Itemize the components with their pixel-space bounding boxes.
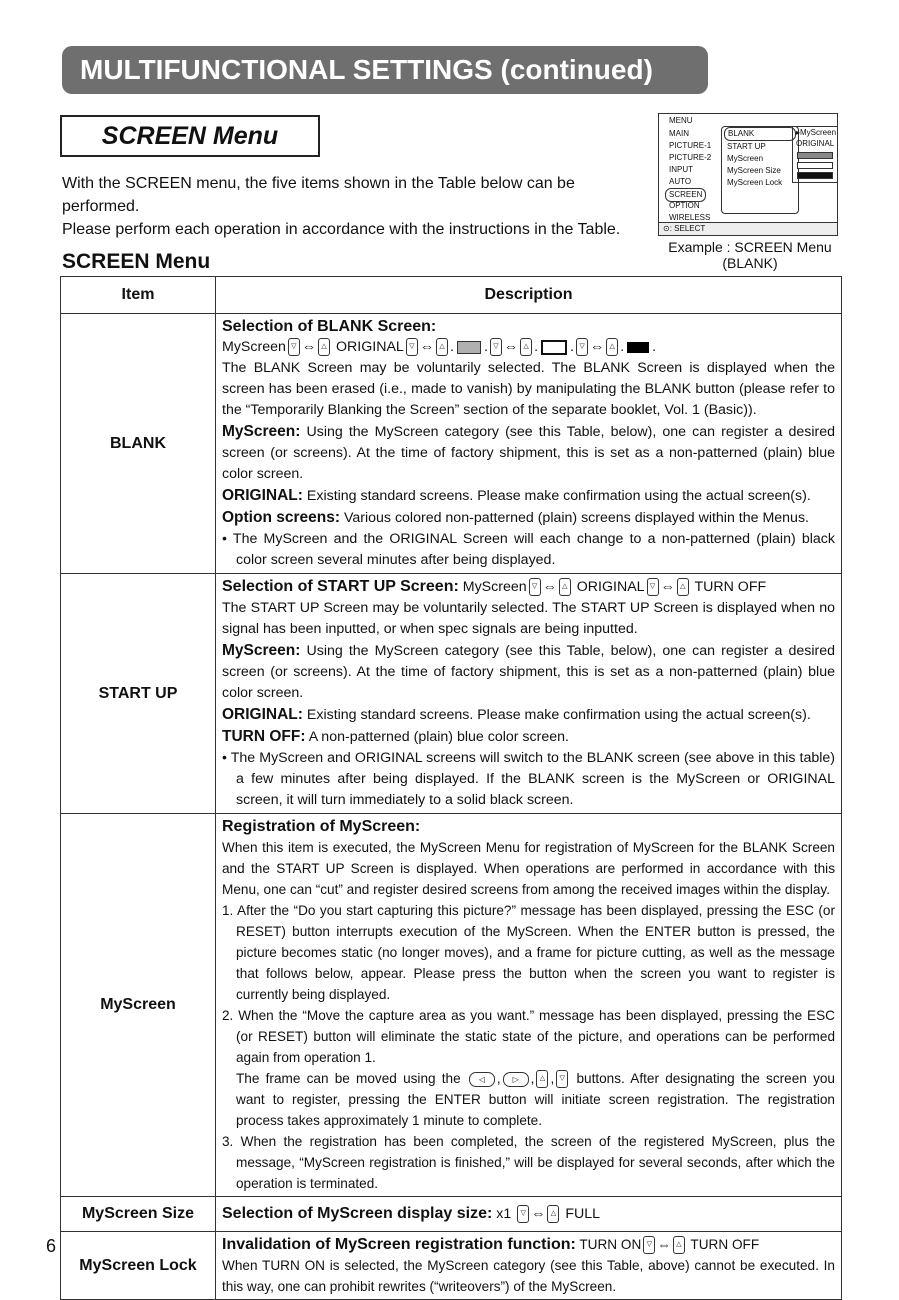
item-size: MyScreen Size [61,1197,216,1232]
osd-gray-bar [797,152,833,159]
table-row-startup [61,574,842,814]
example-caption [650,239,850,271]
osd-main-item: PICTURE-1 [669,141,712,150]
gray-swatch-icon [457,341,481,354]
osd-footer: ⊙: SELECT [659,222,837,235]
item-blank: BLANK [61,314,216,574]
osd-main-list [669,128,711,224]
col-item-header: Item [61,277,216,314]
black-swatch-icon [627,342,649,353]
osd-sub-item: MyScreen [727,154,764,163]
item-myscreen: MyScreen [61,814,216,1197]
osd-sub-item-selected: BLANK [724,127,796,141]
example-caption-line-2: (BLANK) [722,255,778,271]
osd-main-item: AUTO [669,177,692,186]
myscreen-step-2: 2. When the “Move the capture area as you want.” message has been displayed, pressing the ESC (or RESET) button will eliminate the static state of the picture, and operations can be performed again from operation 1. [222,1008,835,1065]
table-row-myscreen [61,814,842,1197]
desc-size: Selection of MyScreen display size: x1 ▽ ⇔ △ FULL [216,1197,842,1232]
osd-blank-options [792,126,838,183]
down-key-icon: ▽ [517,1205,529,1223]
down-key-icon: ▽ [576,338,588,356]
blank-original: ORIGINAL: Existing standard screens. Please make confirmation using the actual screen(s). [222,487,811,504]
intro-line-2: Please perform each operation in accordance with the instructions in the Table. [62,221,621,238]
table-row-blank [61,314,842,574]
table-row-lock [61,1232,842,1300]
right-key-icon: ▷ [503,1072,529,1087]
up-key-icon: △ [318,338,330,356]
down-key-icon: ▽ [490,338,502,356]
blank-option: Option screens: Various colored non-patterned (plain) screens displayed within the Menus. [222,509,809,526]
osd-menu-diagram [658,113,838,236]
lock-sequence: Invalidation of MyScreen registration function: TURN ON ▽ ⇔ △ TURN OFF [222,1236,760,1253]
table-row-size [61,1197,842,1232]
example-caption-line-1: Example : SCREEN Menu [668,239,832,255]
blank-sequence: MyScreen ▽ ⇔ △ ORIGINAL ▽ ⇔ △ . . ▽ ⇔ △ . . ▽ ⇔ △ . . [222,339,657,355]
osd-main-item: OPTION [669,201,700,210]
desc-heading: Registration of MyScreen: [222,818,421,835]
startup-original: ORIGINAL: Existing standard screens. Please make confirmation using the actual screen(s). [222,706,811,723]
up-key-icon: △ [520,338,532,356]
down-key-icon: ▽ [288,338,300,356]
col-desc-header: Description [216,277,842,314]
startup-turnoff: TURN OFF: A non-patterned (plain) blue color screen. [222,728,569,745]
lock-paragraph: When TURN ON is selected, the MyScreen category (see this Table, above) cannot be executed. In this way, one can prohibit rewrites (“writeovers”) of the MyScreen. [222,1258,835,1294]
up-key-icon: △ [559,578,571,596]
startup-paragraph: The START UP Screen may be voluntarily selected. The START UP Screen is displayed when no signal has been inputted, or when spec signals are being inputted. [222,600,835,637]
menu-heading: SCREEN Menu [60,115,320,157]
up-key-icon: △ [606,338,618,356]
down-key-icon: ▽ [529,578,541,596]
desc-myscreen [216,814,842,1197]
desc-heading: Selection of BLANK Screen: [222,318,437,335]
intro-text [62,172,652,241]
left-key-icon: ◁ [469,1072,495,1087]
osd-main-item: MAIN [669,129,689,138]
desc-startup [216,574,842,814]
myscreen-paragraph: When this item is executed, the MyScreen Menu for registration of MyScreen for the BLANK Screen and the START UP Screen is displayed. When operations are performed in accordance with this Menu, one can “cut” and register desired screens from among the received images within the display. [222,840,835,897]
myscreen-step-1: 1. After the “Do you start capturing this picture?” message has been displayed, pressing the ESC (or RESET) button interrupts execution of the MyScreen. When the ENTER button is pressed, the picture becomes static (no longer moves), and a frame for picture cutting, as well as the message that follows below, appear. Please press the button when the screen you want to register is currently being displayed. [222,903,835,1002]
osd-main-item-selected: SCREEN [665,188,706,202]
item-startup: START UP [61,574,216,814]
blank-bullet: • The MyScreen and the ORIGINAL Screen will each change to a non-patterned (plain) black color screen several minutes after being displayed. [222,531,835,568]
desc-blank [216,314,842,574]
osd-sub-item: MyScreen Lock [727,178,783,187]
up-key-icon: △ [677,578,689,596]
up-key-icon: △ [673,1236,685,1254]
osd-sub-item: START UP [727,142,766,151]
select-icon: ⊙ [663,224,670,233]
down-key-icon: ▽ [406,338,418,356]
osd-main-item: WIRELESS [669,213,711,222]
down-key-icon: ▽ [647,578,659,596]
startup-sequence: Selection of START UP Screen: MyScreen ▽ ⇔ △ ORIGINAL ▽ ⇔ △ TURN OFF [222,578,767,595]
page-banner: MULTIFUNCTIONAL SETTINGS (continued) [62,46,708,94]
startup-bullet: • The MyScreen and ORIGINAL screens will switch to the BLANK screen (see above in this table) a few minutes after being displayed. If the BLANK screen is the MyScreen or ORIGINAL screen, it will turn immediately to a solid black screen. [222,750,835,808]
myscreen-step-3: 3. When the registration has been completed, the screen of the registered MyScreen, plus the message, “MyScreen registration is finished,” will be displayed for several seconds, after which the operation is terminated. [222,1134,835,1191]
intro-line-1: With the SCREEN menu, the five items shown in the Table below can be performed. [62,175,575,215]
osd-main-item: PICTURE-2 [669,153,712,162]
up-key-icon: △ [547,1205,559,1223]
osd-sub-item: MyScreen Size [727,166,781,175]
page-number: 6 [46,1236,57,1256]
section-title: SCREEN Menu [62,250,211,273]
screen-menu-table [60,276,842,1300]
myscreen-step-2b: The frame can be moved using the ◁ , ▷ , △ , ▽ buttons. After designating the screen you want to register, pressing the ENTER button will initiate screen registration. The registration process takes approximately 1 minute to complete. [236,1071,835,1128]
osd-white-bar [797,162,833,169]
osd-option: ▸MyScreen [796,128,837,137]
startup-myscreen: MyScreen: Using the MyScreen category (see this Table, below), one can register a desired screen (or screens). At the time of factory shipment, this is set as a non-patterned (plain) blue color screen. [222,642,835,701]
osd-title: MENU [669,116,693,125]
white-swatch-icon [541,340,567,355]
down-key-icon: ▽ [643,1236,655,1254]
osd-black-bar [797,172,833,179]
down-key-icon: ▽ [556,1070,568,1088]
osd-sub-list [721,126,799,214]
blank-paragraph: The BLANK Screen may be voluntarily selected. The BLANK Screen is displayed when the screen has been erased (i.e., made to vanish) by manipulating the BLANK button (please refer to the “Temporarily Blanking the Screen” section of the separate booklet, Vol. 1 (Basic)). [222,360,835,418]
blank-myscreen: MyScreen: Using the MyScreen category (see this Table, below), one can register a desired screen (or screens). At the time of factory shipment, this is set as a non-patterned (plain) blue color screen. [222,423,835,482]
up-key-icon: △ [436,338,448,356]
osd-option: ORIGINAL [796,139,835,148]
up-key-icon: △ [536,1070,548,1088]
osd-main-item: INPUT [669,165,693,174]
desc-lock [216,1232,842,1300]
item-lock: MyScreen Lock [61,1232,216,1300]
